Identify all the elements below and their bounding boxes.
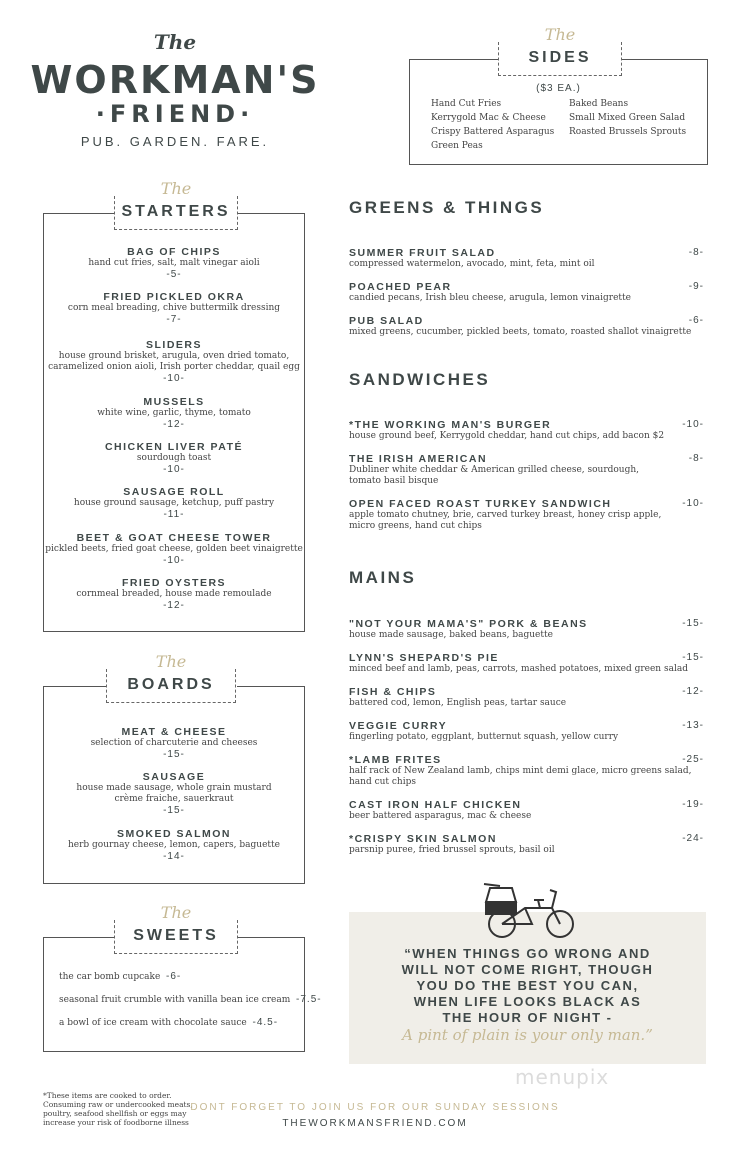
sweet-price: -4.5-: [252, 1017, 279, 1028]
side-item: Small Mixed Green Salad: [569, 113, 686, 123]
sunday-sessions: DONT FORGET TO JOIN US FOR OUR SUNDAY SESSIONS: [190, 1102, 560, 1113]
sides-col-1: [431, 97, 554, 153]
sweet-name: the car bomb cupcake: [59, 972, 161, 982]
main-item: [349, 686, 704, 709]
sweets-tag: [114, 903, 238, 954]
logo-the: The: [153, 30, 197, 54]
item-price: -19-: [682, 799, 704, 810]
watermark: menupix: [515, 1065, 610, 1089]
sandwich-item: [349, 498, 704, 532]
main-item: [349, 833, 704, 856]
allergy-note: *These items are cooked to order. Consuming raw or undercooked meats, poultry, seafood shellfish or eggs may increase your risk of foodborne illness: [43, 1091, 193, 1127]
quote-line: YOU DO THE BEST YOU CAN,: [416, 978, 639, 993]
item-price: -15-: [682, 652, 704, 663]
boards-title: BOARDS: [127, 676, 215, 693]
item-name: BEET & GOAT CHEESE TOWER: [76, 532, 272, 544]
sides-title: SIDES: [528, 49, 592, 66]
item-name: *LAMB FRITES: [349, 754, 442, 766]
item-desc: sourdough toast: [136, 453, 212, 463]
quote-text: [349, 946, 706, 1026]
item-price: -15-: [163, 749, 185, 760]
item-price: -7-: [166, 314, 182, 325]
item-price: -12-: [163, 419, 185, 430]
item-name: SLIDERS: [145, 339, 202, 351]
sweet-name: a bowl of ice cream with chocolate sauce: [59, 1018, 247, 1028]
item-price: -8-: [688, 453, 704, 464]
item-desc: pickled beets, fried goat cheese, golden beet vinaigrette: [45, 544, 303, 554]
item-price: -13-: [682, 720, 704, 731]
main-item: [349, 799, 704, 822]
item-name: SAUSAGE: [142, 771, 206, 783]
item-price: -5-: [166, 269, 182, 280]
starter-item: [44, 532, 304, 566]
logo-tagline: PUB. GARDEN. FARE.: [80, 134, 270, 149]
item-desc: candied pecans, Irish bleu cheese, arugula, lemon vinaigrette: [349, 293, 631, 303]
item-desc: fingerling potato, eggplant, butternut squash, yellow curry: [349, 732, 619, 742]
delivery-bicycle-icon: [480, 880, 580, 940]
item-desc: micro greens, hand cut chips: [349, 521, 482, 531]
item-desc: Dubliner white cheddar & American grilled cheese, sourdough,: [349, 465, 640, 475]
item-desc: selection of charcuterie and cheeses: [90, 738, 258, 748]
starter-item: [44, 339, 304, 384]
side-item: Green Peas: [431, 141, 483, 151]
side-item: Crispy Battered Asparagus: [431, 127, 555, 137]
sides-box: [409, 25, 708, 165]
item-desc: apple tomato chutney, brie, carved turkey breast, honey crisp apple,: [349, 510, 662, 520]
starters-the: The: [115, 179, 237, 198]
item-desc: cornmeal breaded, house made remoulade: [76, 589, 272, 599]
board-item: [44, 726, 304, 760]
sides-tag: [498, 25, 622, 76]
starters-box: [43, 179, 305, 632]
item-name: SUMMER FRUIT SALAD: [349, 247, 496, 259]
item-price: -8-: [688, 247, 704, 258]
item-price: -15-: [682, 618, 704, 629]
side-item: Kerrygold Mac & Cheese: [431, 113, 546, 123]
item-price: -12-: [163, 600, 185, 611]
item-name: OPEN FACED ROAST TURKEY SANDWICH: [349, 498, 612, 510]
item-desc: house made sausage, whole grain mustard: [76, 783, 272, 793]
sweets-title: SWEETS: [133, 927, 219, 944]
item-price: -10-: [163, 555, 185, 566]
quote-line: WHEN LIFE LOOKS BLACK AS: [413, 994, 642, 1009]
item-desc: house ground beef, Kerrygold cheddar, hand cut chips, add bacon $2: [349, 431, 665, 441]
board-item: [44, 828, 304, 862]
item-name: MEAT & CHEESE: [121, 726, 227, 738]
item-desc: battered cod, lemon, English peas, tartar sauce: [349, 698, 567, 708]
item-name: VEGGIE CURRY: [349, 720, 448, 732]
starter-item: [44, 291, 304, 325]
item-desc: crème fraiche, sauerkraut: [114, 794, 234, 804]
greens-item: [349, 247, 704, 270]
sweet-price: -6-: [166, 971, 182, 982]
item-name: SAUSAGE ROLL: [123, 486, 225, 498]
item-price: -10-: [163, 464, 185, 475]
main-item: [349, 720, 704, 743]
item-name: FRIED PICKLED OKRA: [103, 291, 245, 303]
side-item: Hand Cut Fries: [431, 99, 502, 109]
greens-title: GREENS & THINGS: [349, 198, 545, 217]
website-link[interactable]: THEWORKMANSFRIEND.COM: [282, 1118, 468, 1129]
sweet-item: [59, 1017, 278, 1028]
item-desc: caramelized onion aioli, Irish porter cheddar, quail egg: [48, 362, 300, 372]
item-price: -15-: [163, 805, 185, 816]
item-desc: house ground brisket, arugula, oven dried tomato,: [58, 351, 290, 361]
item-name: BAG OF CHIPS: [127, 246, 221, 258]
starter-item: [44, 246, 304, 280]
item-desc: house made sausage, baked beans, baguette: [349, 630, 553, 640]
item-name: PUB SALAD: [349, 315, 424, 327]
main-item: [349, 652, 704, 675]
boards-tag: [106, 652, 236, 703]
item-price: -11-: [163, 509, 185, 520]
item-desc: hand cut fries, salt, malt vinegar aioli: [88, 258, 260, 268]
side-item: Baked Beans: [569, 99, 629, 109]
item-name: FRIED OYSTERS: [121, 577, 227, 589]
item-name: FISH & CHIPS: [349, 686, 437, 698]
item-name: "NOT YOUR MAMA'S" PORK & BEANS: [349, 618, 588, 630]
item-desc: mixed greens, cucumber, pickled beets, tomato, roasted shallot vinaigrette: [349, 327, 692, 337]
greens-item: [349, 281, 704, 304]
item-price: -9-: [688, 281, 704, 292]
sweets-the: The: [115, 903, 237, 922]
item-desc: parsnip puree, fried brussel sprouts, basil oil: [349, 845, 555, 855]
sweet-item: [59, 971, 181, 982]
item-name: LYNN'S SHEPARD'S PIE: [349, 652, 499, 664]
sides-col-2: [569, 97, 686, 139]
logo-title: WORKMAN'S: [30, 58, 320, 102]
quote-subline: A pint of plain is your only man.”: [402, 1026, 653, 1044]
sandwich-item: [349, 453, 704, 487]
item-price: -6-: [688, 315, 704, 326]
item-name: *CRISPY SKIN SALMON: [349, 833, 497, 845]
item-price: -10-: [682, 419, 704, 430]
quote-line: THE HOUR OF NIGHT -: [442, 1010, 613, 1025]
item-name: THE IRISH AMERICAN: [349, 453, 488, 465]
greens-item: [349, 315, 704, 338]
item-name: CHICKEN LIVER PATÉ: [104, 441, 244, 453]
sweet-name: seasonal fruit crumble with vanilla bean ice cream: [59, 995, 291, 1005]
item-price: -24-: [682, 833, 704, 844]
item-desc: white wine, garlic, thyme, tomato: [97, 408, 251, 418]
item-name: POACHED PEAR: [349, 281, 452, 293]
side-item: Roasted Brussels Sprouts: [569, 127, 687, 137]
item-desc: minced beef and lamb, peas, carrots, mashed potatoes, mixed green salad: [349, 664, 688, 674]
item-desc: tomato basil bisque: [349, 476, 439, 486]
mains-title: MAINS: [349, 568, 417, 587]
quote-line: WILL NOT COME RIGHT, THOUGH: [401, 962, 654, 977]
item-price: -12-: [682, 686, 704, 697]
item-desc: compressed watermelon, avocado, mint, feta, mint oil: [349, 259, 595, 269]
item-desc: half rack of New Zealand lamb, chips mint demi glace, micro greens salad,: [349, 766, 692, 776]
item-name: CAST IRON HALF CHICKEN: [349, 799, 522, 811]
sweet-item: [59, 994, 322, 1005]
sweet-price: -7.5-: [296, 994, 322, 1005]
starter-item: [44, 486, 304, 520]
item-desc: corn meal breading, chive buttermilk dressing: [67, 303, 281, 313]
item-price: -10-: [682, 498, 704, 509]
starters-tag: [114, 179, 238, 230]
item-desc: hand cut chips: [349, 777, 416, 787]
sandwiches-title: SANDWICHES: [349, 370, 491, 389]
sides-the: The: [499, 25, 621, 44]
starter-item: [44, 441, 304, 475]
item-name: *THE WORKING MAN'S BURGER: [349, 419, 552, 431]
main-item: [349, 754, 704, 788]
item-price: -25-: [682, 754, 704, 765]
quote-line: “WHEN THINGS GO WRONG AND: [404, 946, 651, 961]
item-price: -10-: [163, 373, 185, 384]
item-desc: house ground sausage, ketchup, puff pastry: [73, 498, 275, 508]
starter-item: [44, 396, 304, 430]
boards-box: [43, 652, 305, 884]
board-item: [44, 771, 304, 816]
main-item: [349, 618, 704, 641]
sandwich-item: [349, 419, 704, 442]
sides-price: ($3 EA.): [536, 83, 581, 94]
item-name: MUSSELS: [143, 396, 205, 408]
item-name: SMOKED SALMON: [117, 828, 231, 840]
item-desc: beer battered asparagus, mac & cheese: [349, 811, 532, 821]
item-price: -14-: [163, 851, 185, 862]
starter-item: [44, 577, 304, 611]
boards-the: The: [107, 652, 235, 671]
item-desc: herb gournay cheese, lemon, capers, baguette: [68, 840, 280, 850]
starters-title: STARTERS: [121, 203, 231, 220]
logo-friend: ·FRIEND·: [95, 100, 255, 128]
